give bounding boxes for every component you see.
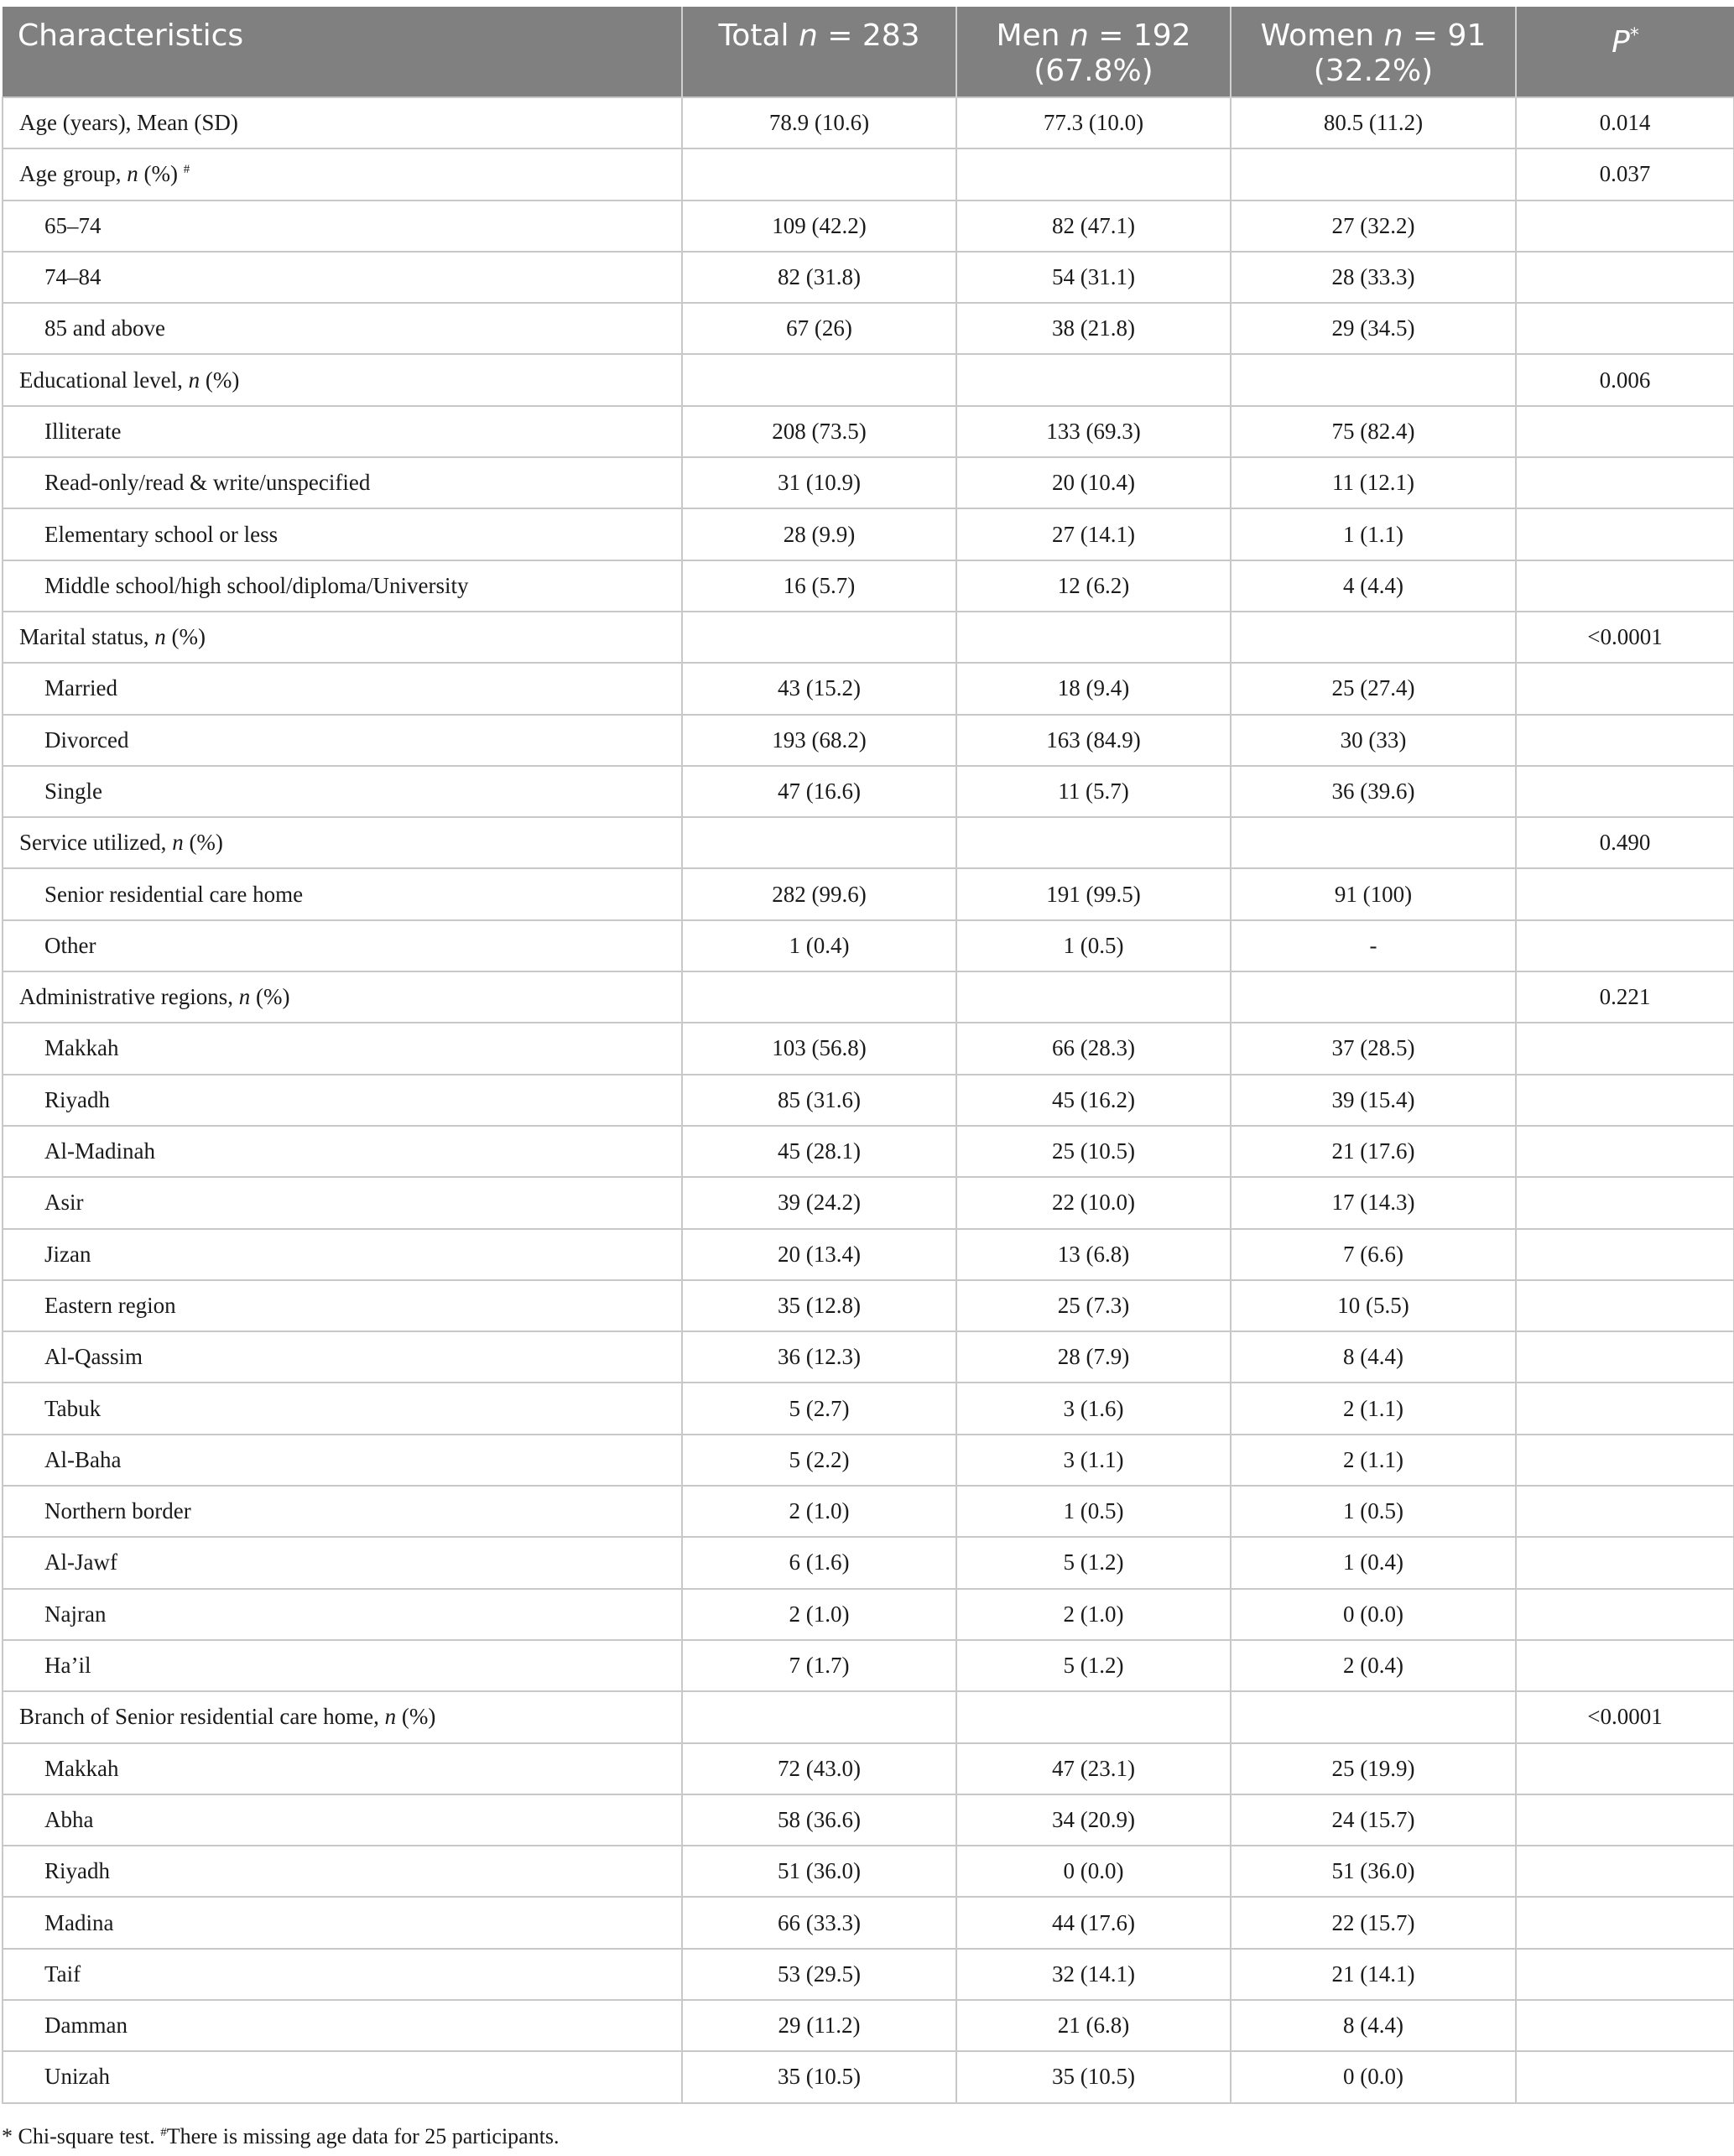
cell-total: 5 (2.2) xyxy=(682,1435,956,1486)
cell-total: 7 (1.7) xyxy=(682,1640,956,1691)
cell-men: 20 (10.4) xyxy=(956,457,1231,508)
table-row xyxy=(3,1435,1734,1486)
table-row xyxy=(3,1229,1734,1280)
row-label: Makkah xyxy=(3,1743,682,1794)
row-label-label-post: (%) xyxy=(165,624,206,650)
cell-men: 3 (1.6) xyxy=(956,1383,1231,1434)
cell-total xyxy=(682,971,956,1023)
header-men xyxy=(956,7,1231,97)
cell-p xyxy=(1516,406,1734,457)
cell-p: 0.006 xyxy=(1516,354,1734,405)
table-row xyxy=(3,148,1734,200)
cell-p xyxy=(1516,715,1734,766)
cell-total: 6 (1.6) xyxy=(682,1537,956,1588)
cell-total: 2 (1.0) xyxy=(682,1486,956,1537)
cell-women: 1 (0.4) xyxy=(1231,1537,1516,1588)
table-row xyxy=(3,1126,1734,1177)
cell-women: 21 (14.1) xyxy=(1231,1949,1516,2000)
cell-total: 58 (36.6) xyxy=(682,1794,956,1846)
row-label-label-post: (%) xyxy=(200,367,240,393)
table-row xyxy=(3,1023,1734,1074)
row-label: Najran xyxy=(3,1589,682,1640)
row-label-label-n: n xyxy=(384,1704,397,1730)
row-label-label-sup: # xyxy=(183,163,190,177)
cell-p: 0.221 xyxy=(1516,971,1734,1023)
row-label: Makkah xyxy=(3,1023,682,1074)
cell-men: 5 (1.2) xyxy=(956,1537,1231,1588)
row-label: Riyadh xyxy=(3,1846,682,1897)
cell-women: 25 (19.9) xyxy=(1231,1743,1516,1794)
row-label: 85 and above xyxy=(3,303,682,354)
cell-men: 82 (47.1) xyxy=(956,200,1231,252)
table-row xyxy=(3,766,1734,817)
cell-p xyxy=(1516,2000,1734,2051)
cell-men: 3 (1.1) xyxy=(956,1435,1231,1486)
row-label: Unizah xyxy=(3,2051,682,2102)
cell-p xyxy=(1516,1897,1734,1948)
cell-p xyxy=(1516,1743,1734,1794)
header-men-pct: (67.8%) xyxy=(1034,54,1153,88)
cell-p xyxy=(1516,1949,1734,2000)
table-row xyxy=(3,1280,1734,1331)
cell-total: 43 (15.2) xyxy=(682,663,956,714)
row-label-label-n: n xyxy=(172,830,184,856)
cell-total xyxy=(682,354,956,405)
cell-men: 45 (16.2) xyxy=(956,1075,1231,1126)
header-women xyxy=(1231,7,1516,97)
cell-men: 1 (0.5) xyxy=(956,1486,1231,1537)
table-row xyxy=(3,2051,1734,2102)
cell-total: 28 (9.9) xyxy=(682,508,956,560)
row-label: Northern border xyxy=(3,1486,682,1537)
cell-women: 10 (5.5) xyxy=(1231,1280,1516,1331)
table-row xyxy=(3,1075,1734,1126)
cell-women xyxy=(1231,354,1516,405)
header-total xyxy=(682,7,956,97)
footnote-missing-data: There is missing age data for 25 participants. xyxy=(166,2124,560,2148)
row-label: Single xyxy=(3,766,682,817)
cell-total: 39 (24.2) xyxy=(682,1177,956,1228)
cell-men: 163 (84.9) xyxy=(956,715,1231,766)
row-label: Illiterate xyxy=(3,406,682,457)
cell-women: 17 (14.3) xyxy=(1231,1177,1516,1228)
footnote-chi-square: * Chi-square test. xyxy=(2,2124,161,2148)
row-label: Al-Jawf xyxy=(3,1537,682,1588)
cell-women: 29 (34.5) xyxy=(1231,303,1516,354)
cell-men: 2 (1.0) xyxy=(956,1589,1231,1640)
cell-total: 45 (28.1) xyxy=(682,1126,956,1177)
table-row xyxy=(3,406,1734,457)
row-label xyxy=(3,1691,682,1742)
cell-women: 28 (33.3) xyxy=(1231,252,1516,303)
row-label-label-pre: Service utilized, xyxy=(19,830,173,856)
table-row xyxy=(3,252,1734,303)
cell-men: 54 (31.1) xyxy=(956,252,1231,303)
cell-p xyxy=(1516,560,1734,612)
row-label-label-pre: Branch of Senior residential care home, xyxy=(19,1704,385,1730)
header-men-n: n xyxy=(1069,18,1089,53)
table-container xyxy=(2,7,1733,2104)
cell-p xyxy=(1516,1383,1734,1434)
row-label xyxy=(3,354,682,405)
table-row xyxy=(3,1691,1734,1742)
header-men-value: = 192 xyxy=(1088,18,1191,53)
cell-women xyxy=(1231,1691,1516,1742)
row-label: Asir xyxy=(3,1177,682,1228)
cell-women: 2 (1.1) xyxy=(1231,1435,1516,1486)
table-row xyxy=(3,2000,1734,2051)
cell-women: 21 (17.6) xyxy=(1231,1126,1516,1177)
cell-men xyxy=(956,612,1231,663)
header-p-value xyxy=(1516,7,1734,97)
row-label-label-n: n xyxy=(127,161,138,187)
cell-total: 282 (99.6) xyxy=(682,868,956,919)
cell-p xyxy=(1516,1075,1734,1126)
cell-men: 32 (14.1) xyxy=(956,1949,1231,2000)
table-body xyxy=(3,97,1734,2103)
table-row xyxy=(3,1640,1734,1691)
cell-women: 36 (39.6) xyxy=(1231,766,1516,817)
table-row xyxy=(3,1331,1734,1383)
table-row xyxy=(3,1897,1734,1948)
cell-p xyxy=(1516,303,1734,354)
cell-women: 39 (15.4) xyxy=(1231,1075,1516,1126)
row-label-label-pre: Educational level, xyxy=(19,367,189,393)
cell-men xyxy=(956,354,1231,405)
row-label-label-pre: Age group, xyxy=(19,161,128,187)
row-label: Al-Madinah xyxy=(3,1126,682,1177)
row-label: Al-Baha xyxy=(3,1435,682,1486)
header-total-label: Total xyxy=(718,18,799,53)
cell-women: 0 (0.0) xyxy=(1231,2051,1516,2102)
row-label: Elementary school or less xyxy=(3,508,682,560)
cell-women: 80.5 (11.2) xyxy=(1231,97,1516,148)
cell-women xyxy=(1231,817,1516,868)
cell-p xyxy=(1516,1640,1734,1691)
cell-p: 0.014 xyxy=(1516,97,1734,148)
cell-p xyxy=(1516,1177,1734,1228)
cell-women: 30 (33) xyxy=(1231,715,1516,766)
cell-total: 78.9 (10.6) xyxy=(682,97,956,148)
cell-p xyxy=(1516,766,1734,817)
header-women-value: = 91 xyxy=(1403,18,1487,53)
cell-women: 27 (32.2) xyxy=(1231,200,1516,252)
table-row xyxy=(3,715,1734,766)
row-label: Senior residential care home xyxy=(3,868,682,919)
row-label: Ha’il xyxy=(3,1640,682,1691)
cell-women xyxy=(1231,148,1516,200)
row-label: Tabuk xyxy=(3,1383,682,1434)
cell-p xyxy=(1516,457,1734,508)
row-label-label-n: n xyxy=(238,984,251,1010)
row-label-label-post: (%) xyxy=(396,1704,436,1730)
cell-total: 72 (43.0) xyxy=(682,1743,956,1794)
cell-women: 24 (15.7) xyxy=(1231,1794,1516,1846)
row-label: Riyadh xyxy=(3,1075,682,1126)
cell-women: 25 (27.4) xyxy=(1231,663,1516,714)
cell-men xyxy=(956,971,1231,1023)
cell-men: 27 (14.1) xyxy=(956,508,1231,560)
cell-p xyxy=(1516,1023,1734,1074)
cell-p xyxy=(1516,1435,1734,1486)
cell-p: <0.0001 xyxy=(1516,1691,1734,1742)
table-footnote xyxy=(2,2124,560,2149)
row-label-label-pre: Marital status, xyxy=(19,624,155,650)
cell-p xyxy=(1516,200,1734,252)
row-label-label-pre: Administrative regions, xyxy=(19,984,239,1010)
row-label: Jizan xyxy=(3,1229,682,1280)
cell-men: 5 (1.2) xyxy=(956,1640,1231,1691)
cell-women: 1 (1.1) xyxy=(1231,508,1516,560)
cell-men: 12 (6.2) xyxy=(956,560,1231,612)
cell-women: 8 (4.4) xyxy=(1231,2000,1516,2051)
cell-men: 66 (28.3) xyxy=(956,1023,1231,1074)
row-label xyxy=(3,971,682,1023)
cell-p xyxy=(1516,508,1734,560)
cell-total: 53 (29.5) xyxy=(682,1949,956,2000)
cell-p xyxy=(1516,1486,1734,1537)
cell-men: 133 (69.3) xyxy=(956,406,1231,457)
cell-men xyxy=(956,1691,1231,1742)
cell-p xyxy=(1516,1280,1734,1331)
cell-p xyxy=(1516,1589,1734,1640)
header-p-label: P xyxy=(1612,25,1630,60)
table-row xyxy=(3,920,1734,971)
cell-total: 29 (11.2) xyxy=(682,2000,956,2051)
cell-p: 0.490 xyxy=(1516,817,1734,868)
cell-women: 75 (82.4) xyxy=(1231,406,1516,457)
cell-men: 0 (0.0) xyxy=(956,1846,1231,1897)
cell-p xyxy=(1516,1331,1734,1383)
cell-men: 21 (6.8) xyxy=(956,2000,1231,2051)
cell-total: 35 (12.8) xyxy=(682,1280,956,1331)
table-row xyxy=(3,1794,1734,1846)
table-row xyxy=(3,1949,1734,2000)
cell-women: - xyxy=(1231,920,1516,971)
cell-total xyxy=(682,817,956,868)
cell-p xyxy=(1516,868,1734,919)
cell-women xyxy=(1231,971,1516,1023)
cell-total: 1 (0.4) xyxy=(682,920,956,971)
table-row xyxy=(3,1589,1734,1640)
cell-total: 16 (5.7) xyxy=(682,560,956,612)
cell-total: 20 (13.4) xyxy=(682,1229,956,1280)
table-row xyxy=(3,1537,1734,1588)
cell-men: 47 (23.1) xyxy=(956,1743,1231,1794)
row-label: Abha xyxy=(3,1794,682,1846)
cell-total: 2 (1.0) xyxy=(682,1589,956,1640)
row-label-label-n: n xyxy=(188,367,200,393)
characteristics-table xyxy=(2,7,1734,2104)
table-row xyxy=(3,1383,1734,1434)
table-row xyxy=(3,612,1734,663)
row-label xyxy=(3,148,682,200)
cell-men: 28 (7.9) xyxy=(956,1331,1231,1383)
cell-women: 91 (100) xyxy=(1231,868,1516,919)
header-total-value: = 283 xyxy=(817,18,920,53)
cell-p xyxy=(1516,252,1734,303)
table-row xyxy=(3,817,1734,868)
cell-men: 25 (10.5) xyxy=(956,1126,1231,1177)
cell-men: 191 (99.5) xyxy=(956,868,1231,919)
header-characteristics xyxy=(3,7,682,97)
cell-men: 13 (6.8) xyxy=(956,1229,1231,1280)
row-label: Read-only/read & write/unspecified xyxy=(3,457,682,508)
cell-total: 103 (56.8) xyxy=(682,1023,956,1074)
cell-total: 35 (10.5) xyxy=(682,2051,956,2102)
cell-women: 11 (12.1) xyxy=(1231,457,1516,508)
cell-women: 37 (28.5) xyxy=(1231,1023,1516,1074)
cell-women xyxy=(1231,612,1516,663)
table-row xyxy=(3,868,1734,919)
cell-p xyxy=(1516,1537,1734,1588)
header-women-pct: (32.2%) xyxy=(1313,54,1434,88)
cell-total: 36 (12.3) xyxy=(682,1331,956,1383)
cell-total: 82 (31.8) xyxy=(682,252,956,303)
cell-women: 4 (4.4) xyxy=(1231,560,1516,612)
cell-total: 85 (31.6) xyxy=(682,1075,956,1126)
row-label-label-post: (%) xyxy=(183,830,223,856)
row-label: Damman xyxy=(3,2000,682,2051)
cell-total: 67 (26) xyxy=(682,303,956,354)
row-label xyxy=(3,817,682,868)
table-header-row xyxy=(3,7,1734,97)
table-row xyxy=(3,508,1734,560)
row-label-label-n: n xyxy=(154,624,166,650)
cell-men: 35 (10.5) xyxy=(956,2051,1231,2102)
cell-p xyxy=(1516,1126,1734,1177)
cell-women: 2 (0.4) xyxy=(1231,1640,1516,1691)
cell-women: 1 (0.5) xyxy=(1231,1486,1516,1537)
row-label-label-post: (%) xyxy=(250,984,290,1010)
cell-women: 8 (4.4) xyxy=(1231,1331,1516,1383)
cell-men: 34 (20.9) xyxy=(956,1794,1231,1846)
header-total-n: n xyxy=(798,18,818,53)
cell-men xyxy=(956,817,1231,868)
cell-women: 7 (6.6) xyxy=(1231,1229,1516,1280)
cell-women: 22 (15.7) xyxy=(1231,1897,1516,1948)
row-label: Eastern region xyxy=(3,1280,682,1331)
cell-total xyxy=(682,1691,956,1742)
cell-men xyxy=(956,148,1231,200)
header-women-n: n xyxy=(1383,18,1403,53)
cell-p xyxy=(1516,1846,1734,1897)
header-p-mark: * xyxy=(1629,25,1639,46)
cell-total xyxy=(682,148,956,200)
cell-women: 51 (36.0) xyxy=(1231,1846,1516,1897)
row-label: Age (years), Mean (SD) xyxy=(3,97,682,148)
cell-men: 1 (0.5) xyxy=(956,920,1231,971)
cell-men: 44 (17.6) xyxy=(956,1897,1231,1948)
row-label: Madina xyxy=(3,1897,682,1948)
table-row xyxy=(3,560,1734,612)
row-label: 65–74 xyxy=(3,200,682,252)
table-row xyxy=(3,1177,1734,1228)
header-women-label: Women xyxy=(1260,18,1384,53)
cell-total: 66 (33.3) xyxy=(682,1897,956,1948)
cell-total: 109 (42.2) xyxy=(682,200,956,252)
cell-men: 25 (7.3) xyxy=(956,1280,1231,1331)
table-row xyxy=(3,303,1734,354)
row-label xyxy=(3,612,682,663)
cell-total: 47 (16.6) xyxy=(682,766,956,817)
row-label: Taif xyxy=(3,1949,682,2000)
table-row xyxy=(3,97,1734,148)
cell-men: 22 (10.0) xyxy=(956,1177,1231,1228)
header-men-label: Men xyxy=(996,18,1070,53)
row-label: Married xyxy=(3,663,682,714)
table-row xyxy=(3,971,1734,1023)
table-row xyxy=(3,1486,1734,1537)
row-label-label-post: (%) xyxy=(138,161,184,187)
cell-men: 18 (9.4) xyxy=(956,663,1231,714)
header-characteristics-text: Characteristics xyxy=(18,18,244,53)
cell-total: 51 (36.0) xyxy=(682,1846,956,1897)
cell-total: 193 (68.2) xyxy=(682,715,956,766)
row-label: Middle school/high school/diploma/University xyxy=(3,560,682,612)
cell-men: 38 (21.8) xyxy=(956,303,1231,354)
cell-p xyxy=(1516,1794,1734,1846)
table-row xyxy=(3,1743,1734,1794)
cell-men: 77.3 (10.0) xyxy=(956,97,1231,148)
cell-p xyxy=(1516,920,1734,971)
cell-p: <0.0001 xyxy=(1516,612,1734,663)
row-label: Divorced xyxy=(3,715,682,766)
cell-total: 208 (73.5) xyxy=(682,406,956,457)
table-row xyxy=(3,457,1734,508)
footnote-hash-mark: # xyxy=(160,2126,167,2139)
row-label: Al-Qassim xyxy=(3,1331,682,1383)
cell-p xyxy=(1516,663,1734,714)
table-row xyxy=(3,200,1734,252)
row-label: Other xyxy=(3,920,682,971)
cell-total: 31 (10.9) xyxy=(682,457,956,508)
cell-women: 0 (0.0) xyxy=(1231,1589,1516,1640)
cell-p: 0.037 xyxy=(1516,148,1734,200)
table-row xyxy=(3,1846,1734,1897)
row-label: 74–84 xyxy=(3,252,682,303)
cell-total xyxy=(682,612,956,663)
cell-p xyxy=(1516,2051,1734,2102)
table-row xyxy=(3,354,1734,405)
cell-p xyxy=(1516,1229,1734,1280)
cell-total: 5 (2.7) xyxy=(682,1383,956,1434)
cell-women: 2 (1.1) xyxy=(1231,1383,1516,1434)
table-row xyxy=(3,663,1734,714)
cell-men: 11 (5.7) xyxy=(956,766,1231,817)
